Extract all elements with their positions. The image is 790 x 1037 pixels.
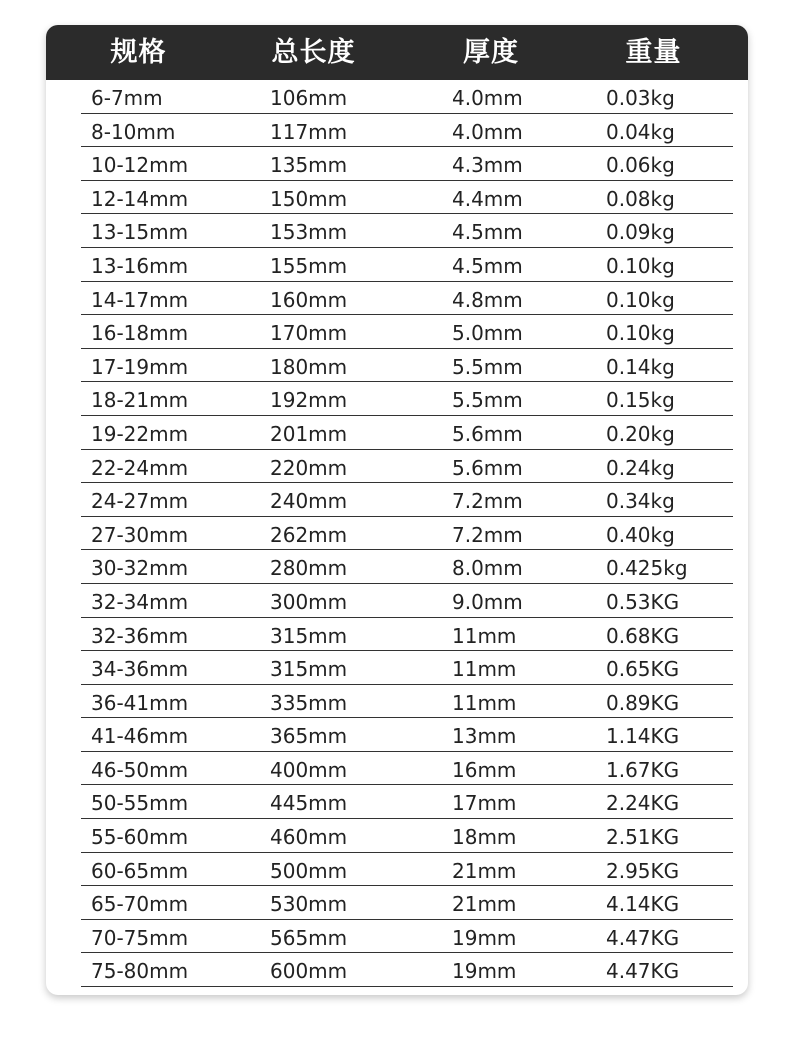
cell-weight: 0.65KG: [606, 657, 680, 682]
cell-weight: 2.24KG: [606, 791, 680, 816]
cell-spec: 13-16mm: [91, 253, 189, 278]
cell-weight: 0.04kg: [606, 119, 675, 144]
cell-thickness: 4.0mm: [452, 86, 523, 110]
cell-spec: 55-60mm: [91, 825, 189, 850]
cell-weight: 0.68KG: [606, 623, 680, 648]
cell-total-length: 335mm: [270, 690, 348, 715]
cell-spec: 8-10mm: [91, 119, 176, 144]
table-row: [46, 853, 748, 887]
table-row: [46, 618, 748, 652]
cell-spec: 36-41mm: [91, 690, 189, 715]
cell-spec: 12-14mm: [91, 186, 189, 211]
table-row: [46, 282, 748, 316]
table-row: [46, 517, 748, 551]
cell-total-length: 600mm: [270, 959, 348, 984]
cell-thickness: 16mm: [452, 757, 517, 782]
table-row: [46, 114, 748, 148]
cell-thickness: 19mm: [452, 925, 517, 950]
cell-total-length: 300mm: [270, 589, 348, 614]
cell-thickness: 4.5mm: [452, 220, 523, 245]
table-body: [46, 80, 748, 987]
cell-thickness: 4.4mm: [452, 186, 523, 211]
table-row: [46, 349, 748, 383]
table-row: [46, 584, 748, 618]
cell-spec: 22-24mm: [91, 455, 189, 480]
table-row: [46, 685, 748, 719]
cell-weight: 4.47KG: [606, 925, 680, 950]
cell-weight: 4.14KG: [606, 892, 680, 917]
table-row: [46, 752, 748, 786]
cell-total-length: 160mm: [270, 287, 348, 312]
cell-total-length: 262mm: [270, 522, 348, 547]
cell-total-length: 280mm: [270, 556, 348, 581]
cell-total-length: 240mm: [270, 489, 348, 514]
cell-weight: 0.53KG: [606, 589, 680, 614]
cell-spec: 19-22mm: [91, 421, 189, 446]
cell-spec: 18-21mm: [91, 388, 189, 413]
cell-thickness: 11mm: [452, 690, 517, 715]
cell-thickness: 4.3mm: [452, 153, 523, 178]
cell-thickness: 4.0mm: [452, 119, 523, 144]
cell-total-length: 315mm: [270, 657, 348, 682]
table-row: [46, 382, 748, 416]
cell-spec: 14-17mm: [91, 287, 189, 312]
cell-spec: 50-55mm: [91, 791, 189, 816]
cell-weight: 2.95KG: [606, 858, 680, 883]
cell-spec: 17-19mm: [91, 354, 189, 379]
cell-total-length: 201mm: [270, 421, 348, 446]
cell-weight: 0.425kg: [606, 556, 688, 581]
cell-weight: 0.10kg: [606, 321, 675, 346]
cell-total-length: 365mm: [270, 724, 348, 749]
table-row: [46, 248, 748, 282]
table-row: [46, 550, 748, 584]
cell-total-length: 565mm: [270, 925, 348, 950]
cell-weight: 1.67KG: [606, 757, 680, 782]
cell-thickness: 7.2mm: [452, 522, 523, 547]
cell-spec: 32-36mm: [91, 623, 189, 648]
cell-total-length: 445mm: [270, 791, 348, 816]
cell-thickness: 5.6mm: [452, 421, 523, 446]
cell-thickness: 8.0mm: [452, 556, 523, 581]
cell-spec: 75-80mm: [91, 959, 189, 984]
cell-spec: 27-30mm: [91, 522, 189, 547]
table-row: [46, 80, 748, 114]
cell-spec: 70-75mm: [91, 925, 189, 950]
cell-weight: 0.24kg: [606, 455, 675, 480]
cell-total-length: 180mm: [270, 354, 348, 379]
cell-thickness: 5.5mm: [452, 354, 523, 379]
cell-thickness: 4.8mm: [452, 287, 523, 312]
header-thickness: 厚度: [463, 37, 519, 68]
header-weight: 重量: [625, 37, 682, 68]
cell-spec: 24-27mm: [91, 489, 189, 514]
cell-thickness: 5.6mm: [452, 455, 523, 480]
cell-thickness: 17mm: [452, 791, 517, 816]
cell-total-length: 106mm: [270, 86, 348, 110]
cell-total-length: 135mm: [270, 153, 348, 178]
table-row: [46, 785, 748, 819]
cell-weight: 0.20kg: [606, 421, 675, 446]
cell-thickness: 21mm: [452, 858, 517, 883]
cell-total-length: 400mm: [270, 757, 348, 782]
cell-weight: 0.03kg: [606, 86, 675, 110]
table-header: [46, 25, 748, 80]
cell-thickness: 9.0mm: [452, 589, 523, 614]
table-row: [46, 214, 748, 248]
table-row: [46, 315, 748, 349]
cell-thickness: 11mm: [452, 623, 517, 648]
table-row: [46, 819, 748, 853]
header-total-length: 总长度: [271, 37, 356, 68]
cell-thickness: 13mm: [452, 724, 517, 749]
cell-thickness: 4.5mm: [452, 253, 523, 278]
cell-spec: 10-12mm: [91, 153, 189, 178]
table-row: [46, 953, 748, 987]
cell-total-length: 170mm: [270, 321, 348, 346]
table-row: [46, 416, 748, 450]
cell-spec: 34-36mm: [91, 657, 189, 682]
table-row: [46, 483, 748, 517]
cell-weight: 0.40kg: [606, 522, 675, 547]
cell-weight: 0.14kg: [606, 354, 675, 379]
cell-thickness: 11mm: [452, 657, 517, 682]
cell-total-length: 530mm: [270, 892, 348, 917]
cell-total-length: 155mm: [270, 253, 348, 278]
cell-spec: 6-7mm: [91, 86, 163, 110]
cell-spec: 60-65mm: [91, 858, 189, 883]
cell-weight: 2.51KG: [606, 825, 680, 850]
table-row: [46, 920, 748, 954]
cell-thickness: 18mm: [452, 825, 517, 850]
cell-total-length: 192mm: [270, 388, 348, 413]
cell-weight: 0.10kg: [606, 253, 675, 278]
cell-spec: 41-46mm: [91, 724, 189, 749]
cell-spec: 13-15mm: [91, 220, 189, 245]
cell-thickness: 19mm: [452, 959, 517, 984]
cell-total-length: 117mm: [270, 119, 348, 144]
cell-weight: 0.08kg: [606, 186, 675, 211]
cell-weight: 0.06kg: [606, 153, 675, 178]
cell-thickness: 5.0mm: [452, 321, 523, 346]
cell-thickness: 7.2mm: [452, 489, 523, 514]
cell-weight: 0.09kg: [606, 220, 675, 245]
cell-total-length: 153mm: [270, 220, 348, 245]
cell-spec: 30-32mm: [91, 556, 189, 581]
table-row: [46, 886, 748, 920]
cell-spec: 32-34mm: [91, 589, 189, 614]
cell-weight: 4.47KG: [606, 959, 680, 984]
cell-total-length: 220mm: [270, 455, 348, 480]
cell-spec: 46-50mm: [91, 757, 189, 782]
cell-total-length: 315mm: [270, 623, 348, 648]
cell-weight: 1.14KG: [606, 724, 680, 749]
cell-weight: 0.89KG: [606, 690, 680, 715]
cell-weight: 0.15kg: [606, 388, 675, 413]
cell-total-length: 500mm: [270, 858, 348, 883]
cell-total-length: 150mm: [270, 186, 348, 211]
table-row: [46, 651, 748, 685]
cell-thickness: 21mm: [452, 892, 517, 917]
cell-weight: 0.10kg: [606, 287, 675, 312]
cell-thickness: 5.5mm: [452, 388, 523, 413]
cell-spec: 65-70mm: [91, 892, 189, 917]
spec-table-card: [46, 25, 748, 995]
table-row: [46, 718, 748, 752]
table-row: [46, 147, 748, 181]
cell-spec: 16-18mm: [91, 321, 189, 346]
table-row: [46, 181, 748, 215]
table-row: [46, 450, 748, 484]
cell-weight: 0.34kg: [606, 489, 675, 514]
cell-total-length: 460mm: [270, 825, 348, 850]
header-spec: 规格: [110, 37, 167, 68]
